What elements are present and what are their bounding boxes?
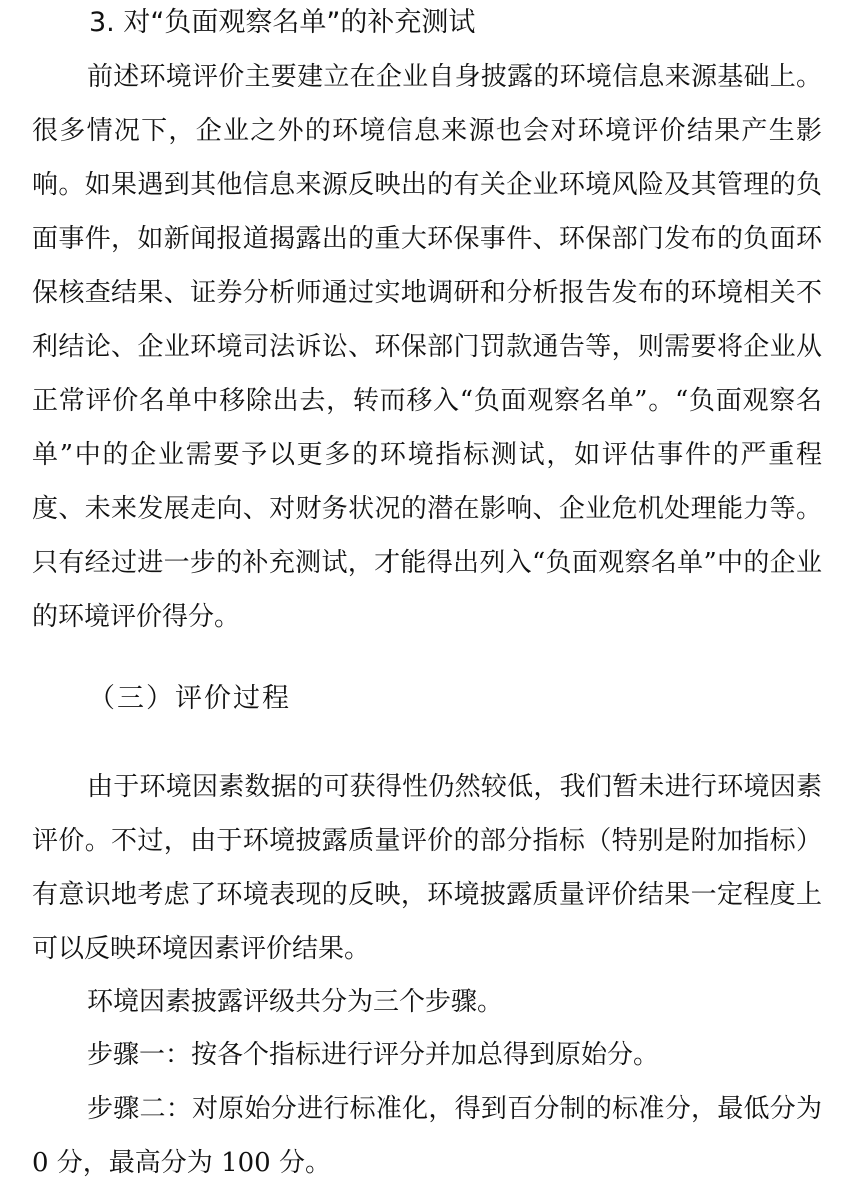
body-paragraph-negative-watchlist: 前述环境评价主要建立在企业自身披露的环境信息来源基础上。很多情况下，企业之外的环境信息来源也会对环境评价结果产生影响。如果遇到其他信息来源反映出的有关企业环境风险及其管理的负面事件，如新闻报道揭露出的重大环保事件、环保部门发布的负面环保核查结果、证券分析师通过实地调研和分析报告发布的环境相关不利结论、企业环境司法诉讼、环保部门罚款通告等，则需要将企业从正常评价名单中移除出去，转而移入“负面观察名单”。“负面观察名单”中的企业需要予以更多的环境指标测试，如评估事件的严重程度、未来发展走向、对财务状况的潜在影响、企业危机处理能力等。只有经过进一步的补充测试，才能得出列入“负面观察名单”中的企业的环境评价得分。: [32, 62, 822, 632]
body-paragraph-steps-intro: 环境因素披露评级共分为三个步骤。: [87, 987, 504, 1017]
section-heading: （三）评价过程: [88, 683, 291, 714]
subsection-heading: 3. 对“负面观察名单”的补充测试: [89, 7, 476, 38]
body-paragraph-evaluation-process: 由于环境因素数据的可获得性仍然较低，我们暂未进行环境因素评价。不过，由于环境披露质量评价的部分指标（特别是附加指标）有意识地考虑了环境表现的反映，环境披露质量评价结果一定程度上可以反映环境因素评价结果。: [32, 772, 822, 964]
step-one-paragraph: 步骤一：按各个指标进行评分并加总得到原始分。: [87, 1040, 660, 1070]
step-two-paragraph: 步骤二：对原始分进行标准化，得到百分制的标准分，最低分为 0 分，最高分为 100 分。: [32, 1094, 822, 1178]
